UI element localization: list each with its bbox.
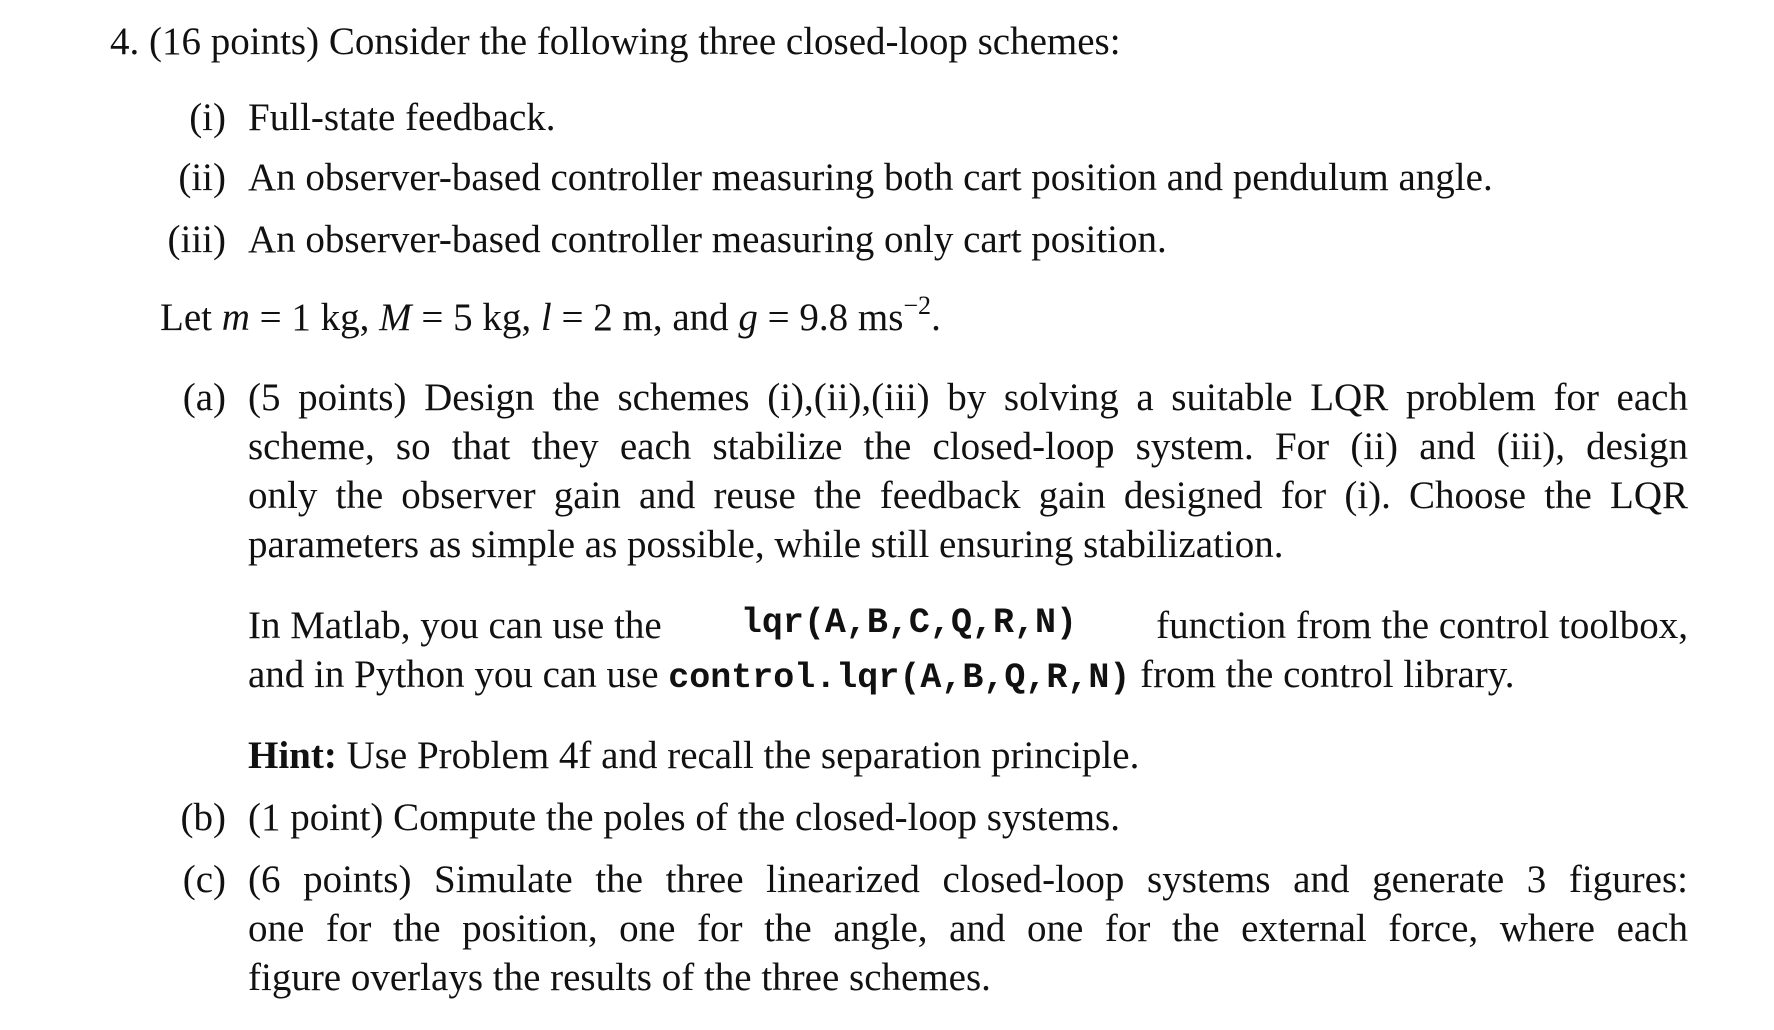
matlab-code: lqr(A,B,C,Q,R,N): [740, 603, 1077, 643]
param-l-var: l: [540, 296, 552, 339]
part-b-text: (1 point) Compute the poles of the closed-loop systems.: [248, 796, 1120, 839]
hint-label: Hint:: [248, 734, 337, 777]
param-M-var: M: [379, 296, 412, 339]
part-c-line-3: figure overlays the results of the three schemes.: [248, 956, 991, 999]
python-pre: and in Python you can use: [248, 653, 669, 696]
part-c-line-2: one for the position, one for the angle, and one for the external force, where each: [248, 907, 1688, 950]
param-M-val: = 5 kg,: [421, 296, 532, 339]
scheme-text-iii: An observer-based controller measuring only cart position.: [248, 218, 1167, 261]
scheme-text-i: Full-state feedback.: [248, 96, 556, 139]
part-a-label: (a): [182, 376, 226, 419]
param-g-exponent: −2: [903, 291, 932, 320]
scheme-label-iii: (iii): [167, 218, 226, 261]
matlab-pre: In Matlab, you can use the: [248, 604, 662, 647]
params-let: Let: [160, 296, 212, 339]
part-c-line-1: (6 points) Simulate the three linearized closed-loop systems and generate 3 figures:: [248, 858, 1688, 901]
matlab-post: function from the control toolbox,: [1156, 604, 1688, 647]
hint-line: [248, 736, 1139, 775]
part-c-label: (c): [182, 858, 226, 901]
parameters-line: [160, 291, 941, 339]
param-m-var: m: [221, 296, 250, 339]
question-header: [110, 22, 1121, 61]
params-end: .: [931, 296, 941, 339]
part-a-line-4: parameters as simple as possible, while still ensuring stabilization.: [248, 523, 1284, 566]
param-l-val: = 2 m, and: [561, 296, 729, 339]
question-intro: Consider the following three closed-loop schemes:: [328, 20, 1121, 63]
part-a-line-3: only the observer gain and reuse the feedback gain designed for (i). Choose the LQR: [248, 474, 1688, 517]
matlab-line: [248, 603, 1688, 647]
part-a-line-2: scheme, so that they each stabilize the closed-loop system. For (ii) and (iii), design: [248, 425, 1688, 468]
python-code: control.lqr(A,B,Q,R,N): [668, 658, 1131, 698]
scheme-text-ii: An observer-based controller measuring both cart position and pendulum angle.: [248, 156, 1493, 199]
scheme-label-i: (i): [189, 96, 226, 139]
python-line: [248, 655, 1514, 696]
param-g-val: = 9.8 ms: [767, 296, 904, 339]
scheme-label-ii: (ii): [178, 156, 226, 199]
hint-text: Use Problem 4f and recall the separation principle.: [336, 734, 1140, 777]
question-points: (16 points): [149, 20, 320, 63]
python-post: from the control library.: [1130, 653, 1515, 696]
param-m-val: = 1 kg,: [259, 296, 370, 339]
param-g-var: g: [738, 296, 758, 339]
part-a-line-1: (5 points) Design the schemes (i),(ii),(iii) by solving a suitable LQR problem for each: [248, 376, 1688, 419]
part-b-label: (b): [180, 796, 226, 839]
question-number: 4.: [110, 20, 140, 63]
